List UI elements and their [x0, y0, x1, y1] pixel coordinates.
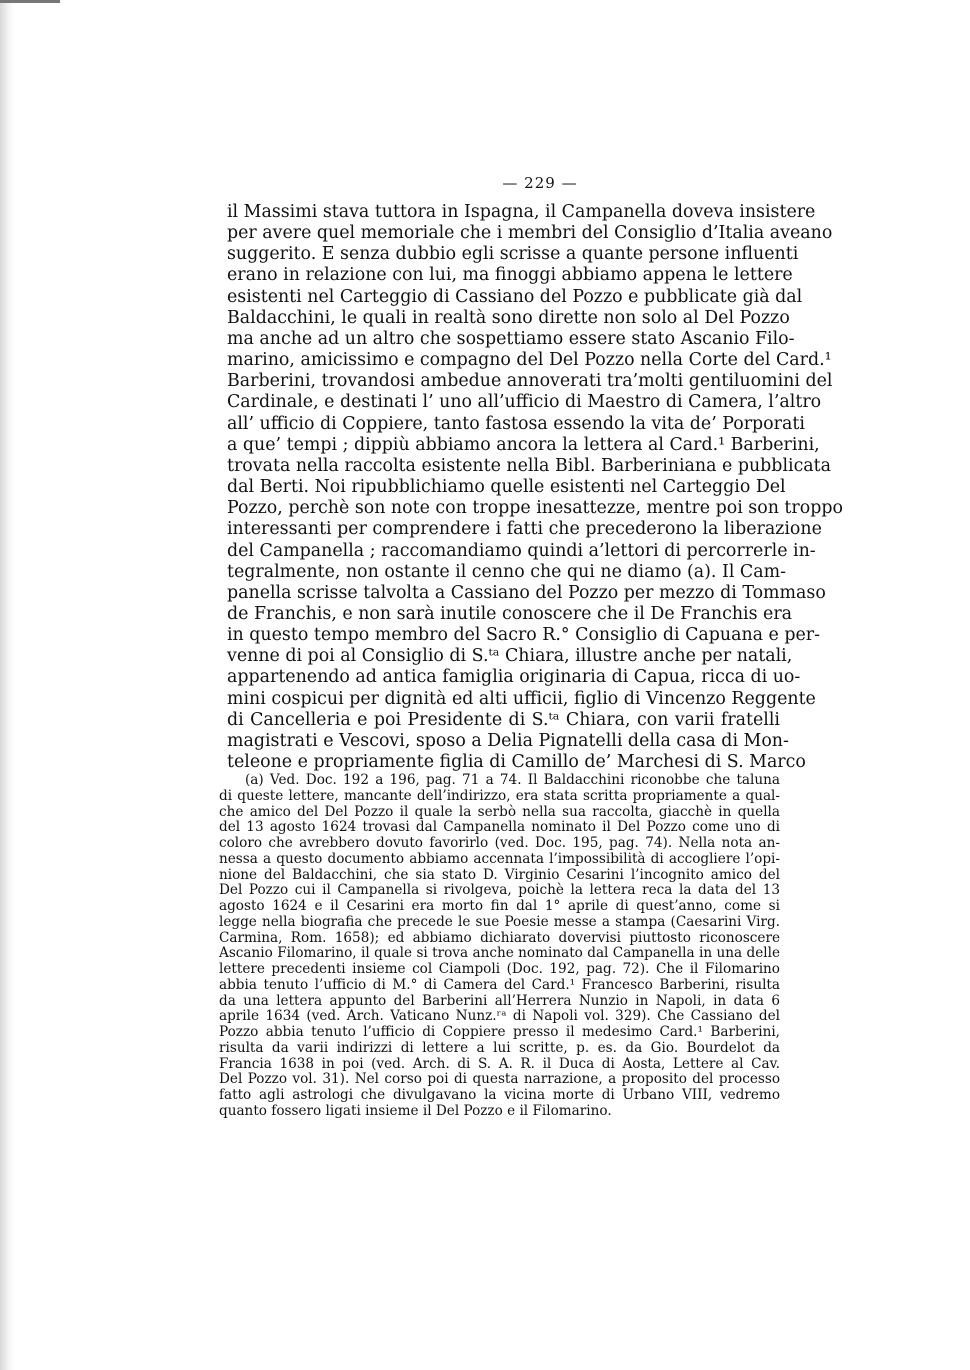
footnote-line: Del Pozzo vol. 31). Nel corso poi di questa narrazione, a proposito del processo — [219, 1071, 780, 1088]
body-line: del Campanella ; raccomandiamo quindi a’lettori di percorrerle in- — [227, 540, 816, 561]
body-line: il Massimi stava tuttora in Ispagna, il Campanella doveva insistere — [227, 202, 816, 222]
body-line: trovata nella raccolta esistente nella Bibl. Barberiniana e pubblicata — [227, 455, 832, 476]
page-edge-shadow — [0, 0, 14, 1370]
body-line: Cardinale, e destinati l’ uno all’ufficio di Maestro di Camera, l’altro — [227, 392, 822, 413]
body-line: suggerito. E senza dubbio egli scrisse a quante persone influenti — [227, 244, 799, 265]
footnote-line: fatto agli astrologi che divulgavano la vicina morte di Urbano VIII, vedremo — [219, 1087, 780, 1103]
body-line: teleone e propriamente figlia di Camillo de’ Marchesi di S. Marco — [227, 752, 806, 773]
footnote-line: Ascanio Filomarino, il quale si trova anche nominato dal Campanella in una delle — [219, 945, 780, 962]
footnote-line: Carmina, Rom. 1658); ed abbiamo dichiarato dovervisi piuttosto riconoscere — [219, 929, 780, 946]
body-line: panella scrisse talvolta a Cassiano del Pozzo per mezzo di Tommaso — [227, 582, 826, 603]
body-line: Pozzo, perchè son note con troppe inesattezze, mentre poi son troppo — [227, 498, 843, 519]
main-text — [227, 202, 843, 773]
page-number: — 229 — — [502, 174, 578, 192]
footnote-line: coloro che avrebbero dovuto favorirlo (ved. Doc. 195, pag. 74). Nella nota an- — [219, 835, 780, 851]
body-line: a que’ tempi ; dippiù abbiamo ancora la lettera al Card.¹ Barberini, — [227, 434, 820, 455]
body-line: mini cospicui per dignità ed alti ufficii, figlio di Vincenzo Reggente — [227, 688, 816, 709]
footnote-line: aprile 1634 (ved. Arch. Vaticano Nunz.ʳᵃ di Napoli vol. 329). Che Cassiano del — [219, 1008, 780, 1025]
body-line: de Franchis, e non sarà inutile conoscere che il De Franchis era — [227, 603, 793, 624]
footnote-line: abbia tenuto l’ufficio di M.° di Camera del Card.¹ Francesco Barberini, risulta — [219, 976, 780, 993]
body-line: tegralmente, non ostante il cenno che qui ne diamo (a). Il Cam- — [227, 561, 786, 582]
footnote-line: legge nella biografia che precede le sue Poesie messe a stampa (Caesarini Virg. — [219, 913, 780, 930]
body-line: erano in relazione con lui, ma finoggi abbiamo appena le lettere — [227, 265, 793, 286]
body-line: per avere quel memoriale che i membri del Consiglio d’Italia aveano — [227, 223, 833, 244]
footnote-line: quanto fossero ligati insieme il Del Pozzo e il Filomarino. — [219, 1102, 612, 1119]
footnote-line: nione del Baldacchini, che sia stato D. Virginio Cesarini l’incognito amico del — [219, 866, 780, 883]
footnote-line: da una lettera appunto del Barberini all’Herrera Nunzio in Napoli, in data 6 — [219, 992, 780, 1009]
footnote-line: di queste lettere, mancante dell’indirizzo, era stata scritta propriamente a qual- — [219, 787, 780, 804]
footnote-line: risulta da varii indirizzi di lettere a lui scritte, p. es. da Gio. Bourdelot da — [219, 1039, 780, 1056]
body-line: venne di poi al Consiglio di S.ᵗᵃ Chiara, illustre anche per natali, — [227, 646, 793, 667]
body-line: in questo tempo membro del Sacro R.° Consiglio di Capuana e per- — [227, 625, 820, 646]
footnote-line: Francia 1638 in poi (ved. Arch. di S. A. R. il Duca di Aosta, Lettere al Cav. — [219, 1055, 780, 1072]
body-line: all’ ufficio di Coppiere, tanto fastosa essendo la vita de’ Porporati — [227, 413, 805, 434]
body-line: marino, amicissimo e compagno del Del Pozzo nella Corte del Card.¹ — [227, 350, 832, 371]
body-line: ma anche ad un altro che sospettiamo essere stato Ascanio Filo- — [227, 328, 795, 349]
body-line: dal Berti. Noi ripubblichiamo quelle esistenti nel Carteggio Del — [227, 477, 786, 498]
footnote-line: Del Pozzo cui il Campanella si rivolgeva, poichè la lettera reca la data del 13 — [219, 882, 780, 899]
footnote-line: Pozzo abbia tenuto l’ufficio di Coppiere presso il medesimo Card.¹ Barberini, — [219, 1024, 780, 1040]
body-line: magistrati e Vescovi, sposo a Delia Pignatelli della casa di Mon- — [227, 730, 789, 751]
footnote-line: che amico del Del Pozzo il quale la serbò nella sua raccolta, giacchè in quella — [219, 803, 780, 820]
body-line: Barberini, trovandosi ambedue annoverati tra’molti gentiluomini del — [227, 371, 833, 392]
footnote-line: lettere precedenti insieme col Ciampoli (Doc. 192, pag. 72). Che il Filomarino — [219, 961, 780, 977]
body-line: appartenendo ad antica famiglia originaria di Capua, ricca di uo- — [227, 667, 801, 688]
page-corner-mark — [0, 0, 60, 3]
footnote-line: (a) Ved. Doc. 192 a 196, pag. 71 a 74. Il Baldacchini riconobbe che taluna — [245, 772, 780, 788]
body-line: Baldacchini, le quali in realtà sono dirette non solo al Del Pozzo — [227, 307, 790, 328]
body-line: interessanti per comprendere i fatti che precederono la liberazione — [227, 519, 822, 540]
footnote — [219, 773, 780, 1120]
footnote-line: agosto 1624 e il Cesarini era morto fin dal 1° aprile di quest’anno, come si — [219, 898, 780, 914]
body-line: di Cancelleria e poi Presidente di S.ᵗᵃ Chiara, con varii fratelli — [227, 709, 780, 730]
footnote-line: nessa a questo documento abbiamo accennata l’impossibilità di accogliere l’opi- — [219, 850, 780, 867]
body-line: esistenti nel Carteggio di Cassiano del Pozzo e pubblicate già dal — [227, 286, 803, 307]
footnote-line: del 13 agosto 1624 trovasi dal Campanella nominato il Del Pozzo come uno di — [219, 819, 780, 836]
